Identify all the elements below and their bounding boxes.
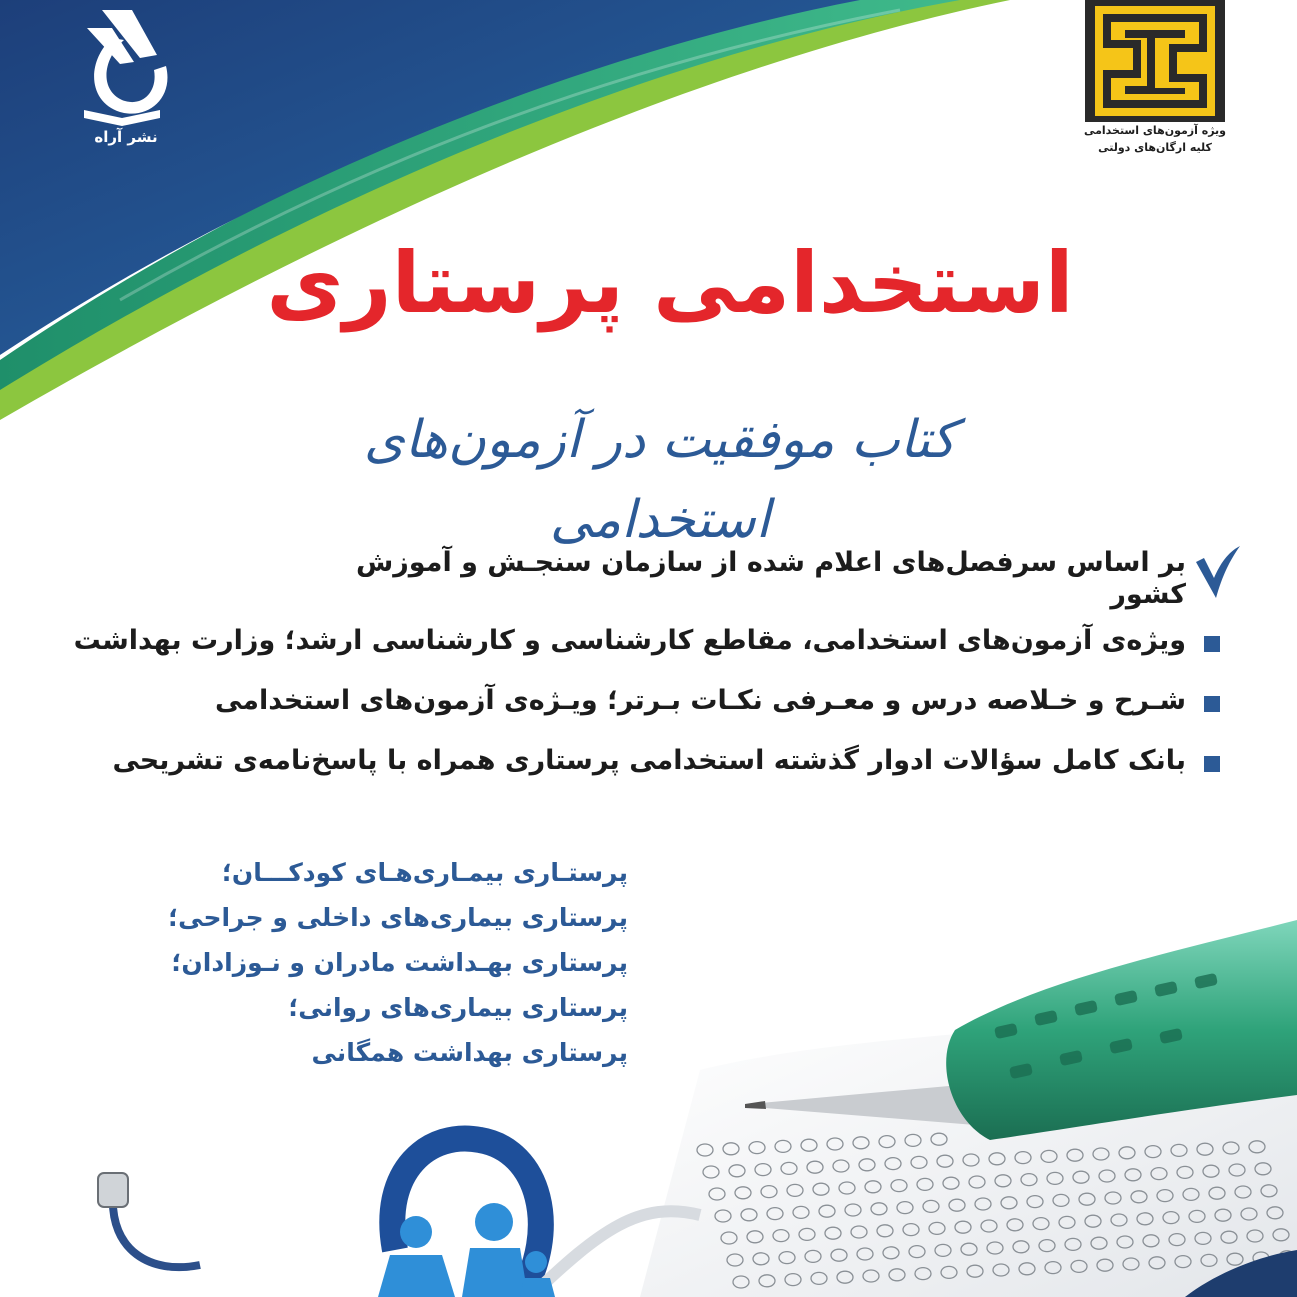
checkmark-icon: [1194, 544, 1242, 600]
feature-item: [73, 610, 1250, 670]
feature-list: [73, 547, 1250, 790]
series-line-2: کلیه ارگان‌های دولتی: [1098, 141, 1212, 154]
topic-item: پرستاری بیماری‌های روانی؛: [288, 993, 628, 1022]
book-subtitle: کتاب موفقیت در آزمون‌های استخدامی: [363, 410, 957, 550]
feature-item: [112, 730, 1250, 790]
topic-item: پرستـاری بیمـاری‌هـای کودکـــان؛: [221, 858, 628, 887]
topic-item: پرستاری بیماری‌های داخلی و جراحی؛: [168, 903, 628, 932]
series-logo: [1085, 0, 1225, 122]
series-line-1: ویژه آزمون‌های استخدامی: [1083, 124, 1227, 137]
feature-item: [150, 670, 1250, 730]
book-title: استخدامی پرستاری: [266, 234, 1074, 332]
square-bullet-icon: [1204, 636, 1220, 652]
series-caption: [1070, 122, 1240, 156]
publisher-name: نشر آراه: [94, 128, 158, 146]
topic-item: پرستاری بهـداشت مادران و نـوزادان؛: [171, 948, 628, 977]
feature-text: ویژه‌ی آزمون‌های استخدامی، مقاطع کارشناسی و کارشناسی ارشد؛ وزارت بهداشت: [73, 624, 1186, 656]
square-bullet-icon: [1204, 756, 1220, 772]
feature-text: بر اساس سرفصل‌های اعلام شده از سازمان سنجـش و آموزش کشور: [356, 547, 1186, 610]
topic-item: پرستاری بهداشت همگانی: [311, 1038, 628, 1067]
topics-list: [168, 850, 628, 1075]
feature-text: بانک کامل سؤالات ادوار گذشته استخدامی پرستاری همراه با پاسخ‌نامه‌ی تشریحی: [112, 744, 1186, 776]
square-bullet-icon: [1204, 696, 1220, 712]
feature-text: شـرح و خـلاصه درس و معـرفی نکـات بـرتر؛ ویـژه‌ی آزمون‌های استخدامی: [214, 684, 1186, 716]
feature-item: [150, 548, 1250, 610]
